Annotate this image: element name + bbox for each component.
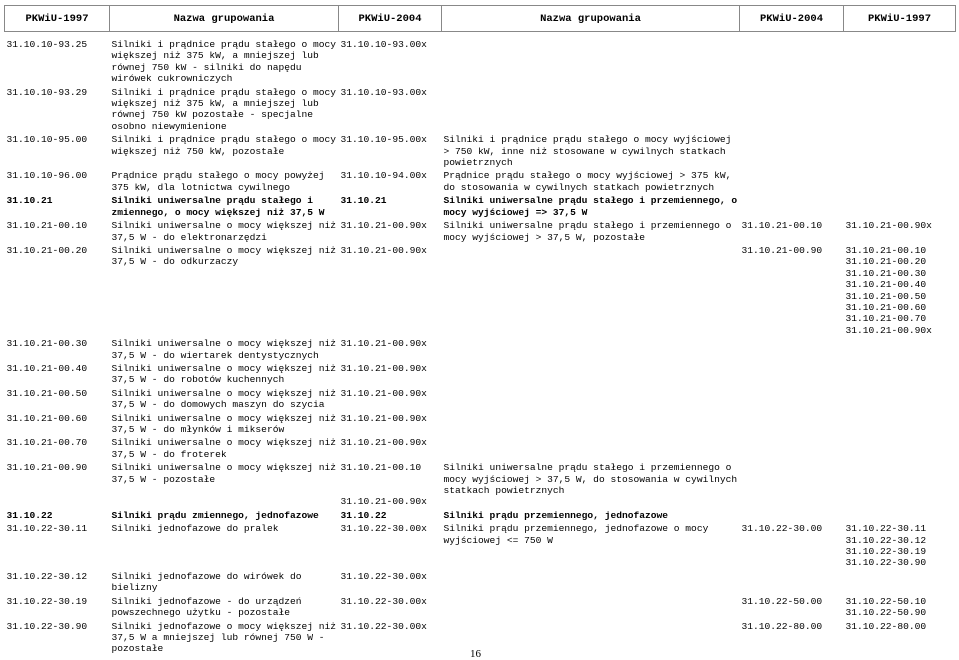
cell-name-1997: Silniki i prądnice prądu stałego o mocy większej niż 750 kW, pozostałe [111, 134, 337, 157]
classification-table [4, 5, 956, 657]
cell-line: 31.10.21-00.60 [845, 301, 927, 313]
cell-name-1997: Prądnice prądu stałego o mocy powyżej 375 kW, dla lotnictwa cywilnego [111, 170, 325, 193]
cell-code-1997: 31.10.22-30.12 [6, 570, 88, 582]
table-row [5, 596, 956, 621]
cell-code-1997: 31.10.22 [6, 509, 53, 521]
cell-line: 31.10.21-00.90x [845, 324, 932, 336]
cell-line: 31.10.21-00.10 [340, 462, 422, 474]
cell-code-1997: 31.10.21-00.90 [6, 462, 88, 474]
table-row [5, 437, 956, 462]
cell-code-2004-reverse [740, 571, 844, 596]
header-pkwiu-1997: PKWiU-1997 [5, 6, 110, 32]
table-row [5, 245, 956, 338]
cell-name-2004 [442, 32, 740, 87]
cell-name-2004 [442, 596, 740, 621]
cell-line: 31.10.21-00.10 [845, 244, 927, 256]
cell-codes-1997-reverse [844, 363, 956, 388]
cell-codes-1997-reverse [844, 245, 956, 338]
cell-line: 31.10.22-30.19 [845, 546, 927, 558]
table-row [5, 462, 956, 510]
page-number: 16 [470, 648, 481, 660]
cell-codes-1997-reverse [844, 87, 956, 135]
cell-code-2004: 31.10.10-95.00x [340, 134, 427, 146]
cell-code-2004: 31.10.21-00.90x [340, 387, 427, 399]
cell-code-1997: 31.10.21-00.30 [6, 338, 88, 350]
cell-name-1997: Silniki prądu zmiennego, jednofazowe [111, 509, 319, 521]
cell-code-2004: 31.10.22-30.00x [340, 570, 427, 582]
cell-name-2004: Silniki uniwersalne prądu stałego i przemiennego o mocy wyjściowej > 37,5 W, pozostałe [443, 220, 732, 243]
header-nazwa-grupowania: Nazwa grupowania [110, 6, 339, 32]
cell-name-2004 [442, 87, 740, 135]
cell-code-1997: 31.10.22-30.11 [6, 523, 88, 535]
cell-code-2004: 31.10.21-00.90x [340, 338, 427, 350]
header-pkwiu-2004-reverse: PKWiU-2004 [740, 6, 844, 32]
cell-code-2004-reverse [740, 510, 844, 523]
cell-code-2004: 31.10.21-00.90x [340, 437, 427, 449]
cell-code-1997: 31.10.21 [6, 195, 53, 207]
cell-line: 31.10.22-30.90 [845, 557, 927, 569]
cell-code-2004: 31.10.10-94.00x [340, 170, 427, 182]
cell-code-2004: 31.10.10-93.00x [340, 39, 427, 50]
cell-name-2004 [442, 621, 740, 657]
cell-name-2004 [442, 338, 740, 363]
cell-codes-1997-reverse: 31.10.21-00.90x [845, 220, 932, 232]
cell-name-2004: Prądnice prądu stałego o mocy wyjściowej > 375 kW, do stosowania w cywilnych statkach powietrznych [443, 170, 732, 193]
cell-codes-1997-reverse [844, 134, 956, 170]
cell-line: 31.10.21-00.20 [845, 256, 927, 268]
cell-name-2004: Silniki uniwersalne prądu stałego i przemiennego o mocy wyjściowej > 37,5 W, do stosowania w cywilnych statkach powietrznych [443, 462, 738, 497]
cell-codes-1997-reverse [844, 437, 956, 462]
table-row [5, 87, 956, 135]
cell-line: 31.10.21-00.90x [340, 496, 427, 508]
cell-code-2004-reverse [740, 32, 844, 87]
cell-code-1997: 31.10.21-00.60 [6, 412, 88, 424]
cell-code-2004-reverse: 31.10.22-80.00 [741, 620, 823, 632]
cell-codes-1997-reverse [844, 170, 956, 195]
cell-code-2004: 31.10.10-93.00x [340, 86, 427, 98]
cell-line [341, 474, 440, 485]
table-row [5, 510, 956, 523]
cell-code-2004-reverse: 31.10.22-30.00 [741, 523, 823, 535]
cell-line: 31.10.21-00.70 [845, 313, 927, 325]
table-row [5, 220, 956, 245]
cell-name-2004 [442, 437, 740, 462]
cell-name-1997: Silniki jednofazowe o mocy większej niż 37,5 W a mniejszej lub równej 750 W - pozostałe [111, 620, 337, 655]
cell-code-1997: 31.10.10-95.00 [6, 134, 88, 146]
cell-code-2004 [339, 462, 442, 510]
cell-codes-1997-reverse [844, 195, 956, 220]
cell-line: 31.10.22-50.10 [845, 595, 927, 607]
cell-name-2004 [442, 413, 740, 438]
header-row [5, 6, 956, 32]
cell-codes-1997-reverse [844, 462, 956, 510]
cell-code-1997: 31.10.21-00.40 [6, 362, 88, 374]
cell-code-2004-reverse [740, 134, 844, 170]
cell-code-2004-reverse [740, 195, 844, 220]
cell-code-2004-reverse [740, 437, 844, 462]
cell-name-1997: Silniki jednofazowe do wirówek do bielizny [111, 570, 302, 594]
cell-code-1997: 31.10.22-30.90 [6, 620, 88, 632]
cell-codes-1997-reverse [844, 388, 956, 413]
header-nazwa-grupowania-2004: Nazwa grupowania [442, 6, 740, 32]
table-row [5, 338, 956, 363]
cell-code-2004: 31.10.22-30.00x [340, 523, 427, 535]
cell-codes-1997-reverse [844, 32, 956, 87]
cell-name-1997: Silniki uniwersalne o mocy większej niż 37,5 W - do odkurzaczy [111, 244, 337, 268]
cell-codes-1997-reverse [844, 338, 956, 363]
cell-code-1997: 31.10.21-00.50 [6, 387, 88, 399]
cell-code-2004-reverse [740, 462, 844, 510]
cell-codes-1997-reverse [844, 596, 956, 621]
cell-codes-1997-reverse [844, 571, 956, 596]
table-row [5, 32, 956, 87]
cell-name-2004 [442, 388, 740, 413]
cell-code-2004: 31.10.22 [340, 509, 387, 521]
cell-name-2004 [442, 571, 740, 596]
cell-code-2004-reverse [740, 363, 844, 388]
table-row [5, 388, 956, 413]
cell-code-1997: 31.10.10-93.29 [6, 86, 88, 98]
cell-code-2004: 31.10.21-00.90x [340, 412, 427, 424]
table-row [5, 523, 956, 571]
cell-code-1997: 31.10.21-00.10 [6, 220, 88, 232]
cell-name-2004: Silniki uniwersalne prądu stałego i przemiennego, o mocy wyjściowej => 37,5 W [443, 195, 738, 218]
table-row [5, 413, 956, 438]
cell-code-2004-reverse [740, 388, 844, 413]
cell-codes-1997-reverse [844, 413, 956, 438]
cell-code-2004-reverse: 31.10.22-50.00 [741, 595, 823, 607]
cell-name-2004 [442, 363, 740, 388]
table-row [5, 571, 956, 596]
cell-code-2004-reverse: 31.10.21-00.90 [741, 244, 823, 256]
cell-code-2004: 31.10.21-00.90x [340, 244, 427, 256]
cell-line: 31.10.22-50.90 [845, 607, 927, 619]
cell-name-2004: Silniki prądu przemiennego, jednofazowe [443, 509, 669, 521]
cell-code-1997: 31.10.21-00.70 [6, 437, 88, 449]
table-row [5, 134, 956, 170]
header-pkwiu-2004: PKWiU-2004 [339, 6, 442, 32]
cell-code-2004: 31.10.21-00.90x [340, 220, 427, 232]
cell-name-1997: Silniki i prądnice prądu stałego o mocy większej niż 375 kW, a mniejszej lub równej 750 kW pozostałe - specjalne osobno niewymienione [111, 86, 337, 132]
cell-name-2004: Silniki prądu przemiennego, jednofazowe o mocy wyjściowej <= 750 W [443, 523, 709, 546]
table-row [5, 363, 956, 388]
cell-code-2004: 31.10.22-30.00x [340, 595, 427, 607]
cell-line: 31.10.22-30.11 [845, 523, 927, 535]
cell-code-2004-reverse [740, 413, 844, 438]
cell-codes-1997-reverse [844, 510, 956, 523]
cell-name-1997: Silniki uniwersalne o mocy większej niż 37,5 W - do elektronarzędzi [111, 220, 337, 243]
table-row [5, 195, 956, 220]
cell-code-2004: 31.10.22-30.00x [340, 620, 427, 632]
cell-code-2004-reverse [740, 170, 844, 195]
cell-code-2004: 31.10.21 [340, 195, 387, 207]
cell-name-1997: Silniki uniwersalne o mocy większej niż 37,5 W - do domowych maszyn do szycia [111, 387, 337, 411]
cell-name-1997: Silniki uniwersalne o mocy większej niż 37,5 W - do robotów kuchennych [111, 362, 337, 386]
table-row [5, 170, 956, 195]
cell-name-1997: Silniki uniwersalne o mocy większej niż 37,5 W - pozostałe [111, 462, 337, 485]
cell-code-2004-reverse [740, 338, 844, 363]
cell-code-2004: 31.10.21-00.90x [340, 362, 427, 374]
cell-name-1997: Silniki uniwersalne o mocy większej niż 37,5 W - do wiertarek dentystycznych [111, 338, 337, 361]
cell-line [341, 485, 440, 496]
cell-line: 31.10.21-00.30 [845, 267, 927, 279]
header-pkwiu-1997-reverse: PKWiU-1997 [844, 6, 956, 32]
cell-name-2004: Silniki i prądnice prądu stałego o mocy wyjściowej > 750 kW, inne niż stosowane w cywilnych statkach powietrznych [443, 134, 732, 169]
cell-line: 31.10.21-00.50 [845, 290, 927, 302]
cell-codes-1997-reverse [844, 523, 956, 571]
cell-code-1997: 31.10.21-00.20 [6, 244, 88, 256]
cell-code-1997: 31.10.10-93.25 [6, 39, 88, 50]
cell-code-2004-reverse [740, 87, 844, 135]
cell-name-1997: Silniki uniwersalne prądu stałego i zmiennego, o mocy większej niż 37,5 W [111, 195, 325, 218]
cell-name-1997: Silniki i prądnice prądu stałego o mocy większej niż 375 kW, a mniejszej lub równej 750 kW - silniki do napędu wirówek cukrowniczych [111, 39, 337, 85]
cell-line: 31.10.22-30.12 [845, 534, 927, 546]
cell-name-1997: Silniki uniwersalne o mocy większej niż 37,5 W - do froterek [111, 437, 337, 460]
cell-code-2004-reverse: 31.10.21-00.10 [741, 220, 823, 232]
cell-code-1997: 31.10.22-30.19 [6, 595, 88, 607]
cell-codes-1997-reverse: 31.10.22-80.00 [845, 620, 927, 632]
cell-name-1997: Silniki jednofazowe do pralek [111, 523, 279, 535]
cell-name-1997: Silniki uniwersalne o mocy większej niż 37,5 W - do młynków i mikserów [111, 412, 337, 435]
cell-line: 31.10.21-00.40 [845, 279, 927, 291]
cell-name-1997: Silniki jednofazowe - do urządzeń powszechnego użytku - pozostałe [111, 595, 302, 619]
cell-code-1997: 31.10.10-96.00 [6, 170, 88, 182]
cell-name-2004 [442, 245, 740, 338]
